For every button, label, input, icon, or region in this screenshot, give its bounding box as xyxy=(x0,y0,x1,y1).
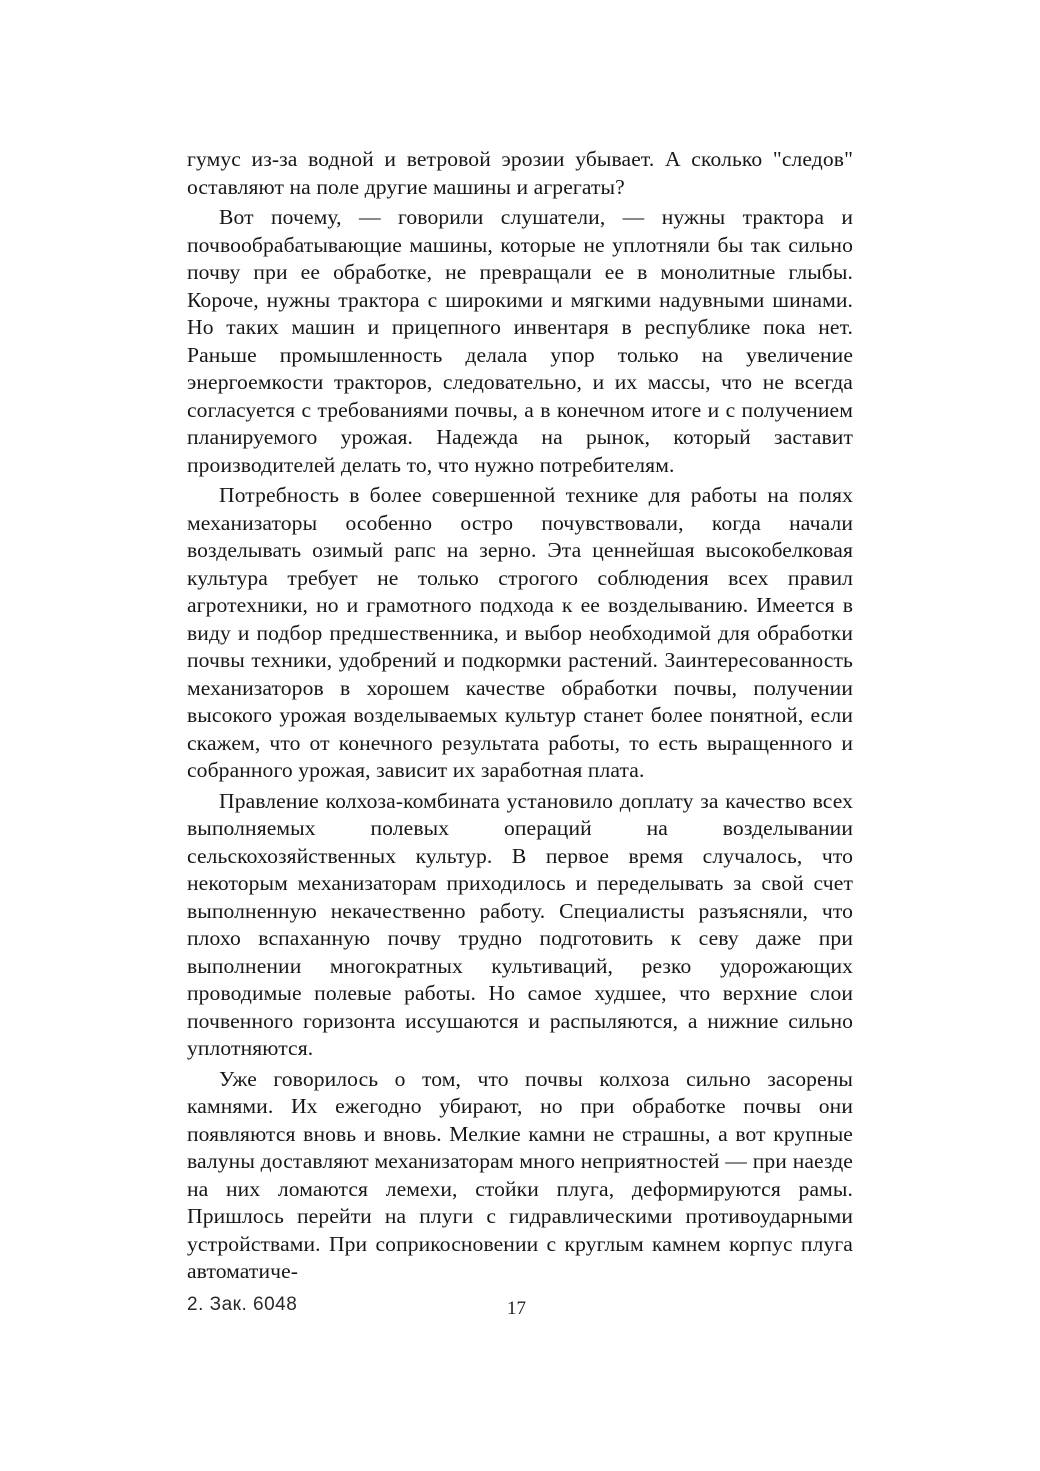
page-number: 17 xyxy=(507,1298,526,1319)
paragraph-2: Вот почему, — говорили слушатели, — нужны трактора и почвообрабатывающие машины, которые не уплотняли бы так сильно почву при ее обработке, не превращали ее в монолитные глыбы. Короче, нужны трактора с широкими и мягкими надувными шинами. Но таких машин и прицепного инвентаря в республике пока нет. Раньше промышленность делала упор только на увеличение энергоемкости тракторов, следовательно, и их массы, что не всегда согласуется с требованиями почвы, а в конечном итоге и с получением планируемого урожая. Надежда на рынок, который заставит производителей делать то, что нужно потребителям. xyxy=(187,205,853,477)
page-text xyxy=(187,146,853,1286)
printer-signature: 2. Зак. 6048 xyxy=(187,1294,298,1315)
paragraph-3: Потребность в более совершенной технике для работы на полях механизаторы особенно остро почувствовали, когда начали возделывать озимый рапс на зерно. Эта ценнейшая высокобелковая культура требует не только строгого соблюдения всех правил агротехники, но и грамотного подхода к ее возделыванию. Имеется в виду и подбор предшественника, и выбор необходимой для обработки почвы техники, удобрений и подкормки растений. Заинтересованность механизаторов в хорошем качестве обработки почвы, получении высокого урожая возделываемых культур станет более понятной, если скажем, что от конечного результата работы, то есть выращенного и собранного урожая, зависит их заработная плата. xyxy=(187,483,853,782)
paragraph-1: гумус из-за водной и ветровой эрозии убывает. А сколько "следов" оставляют на поле другие машины и агрегаты? xyxy=(187,147,853,199)
paragraph-4: Правление колхоза-комбината установило доплату за качество всех выполняемых полевых операций на возделывании сельскохозяйственных культур. В первое время случалось, что некоторым механизаторам приходилось и переделывать за свой счет выполненную некачественно работу. Специалисты разъясняли, что плохо вспаханную почву трудно подготовить к севу даже при выполнении многократных культиваций, резко удорожающих проводимые полевые работы. Но самое худшее, что верхние слои почвенного горизонта иссушаются и распыляются, а нижние сильно уплотняются. xyxy=(187,788,853,1060)
paragraph-5: Уже говорилось о том, что почвы колхоза сильно засорены камнями. Их ежегодно убирают, но при обработке почвы они появляются вновь и вновь. Мелкие камни не страшны, а вот крупные валуны доставляют механизаторам много неприятностей — при наезде на них ломаются лемехи, стойки плуга, деформируются рамы. Пришлось перейти на плуги с гидравлическими противоударными устройствами. При соприкосновении с круглым камнем корпус плуга автоматиче- xyxy=(187,1066,853,1283)
page-footer xyxy=(187,1294,853,1324)
